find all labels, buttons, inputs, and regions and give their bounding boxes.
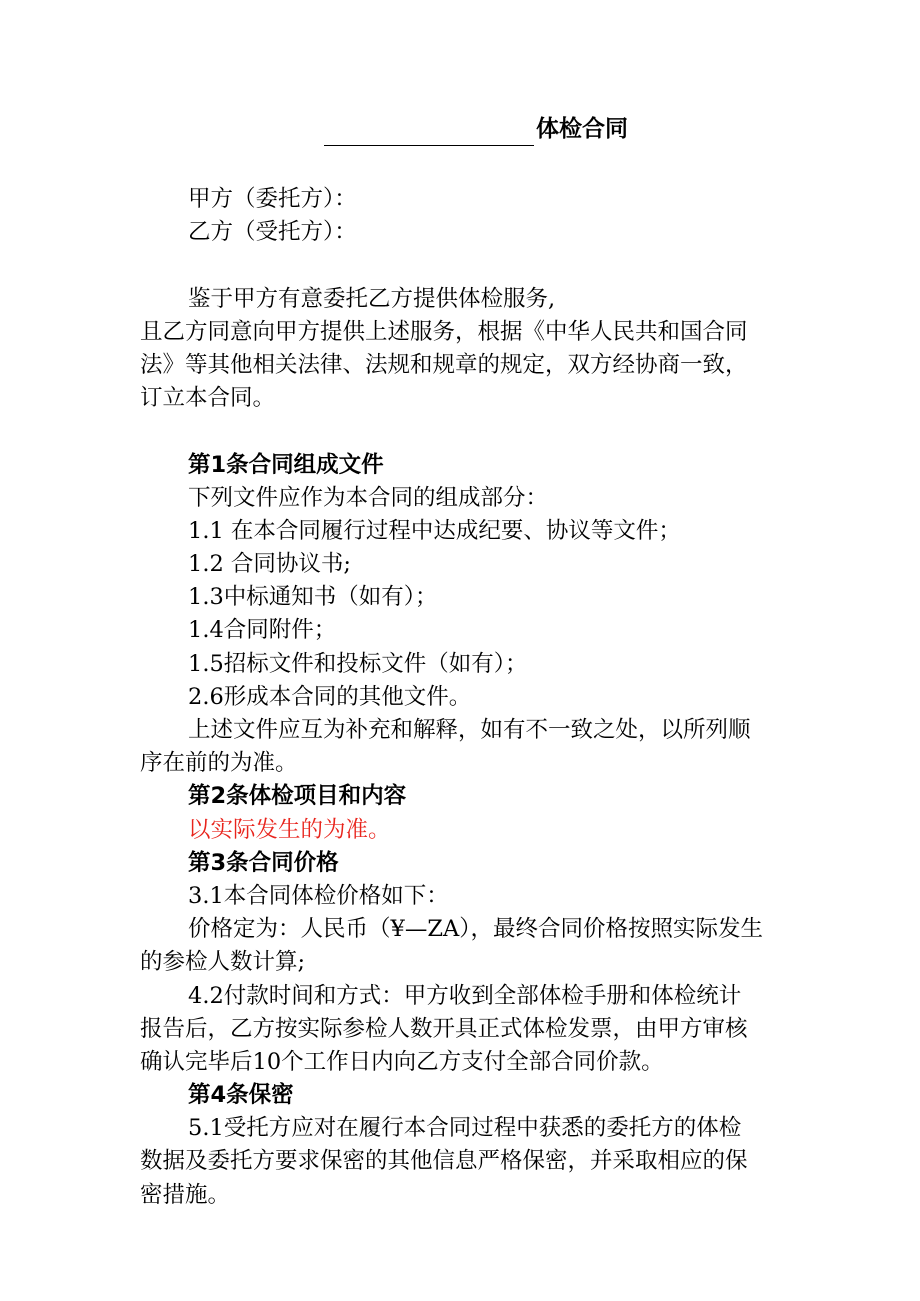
article1-note: 上述文件应互为补充和解释，如有不一致之处，以所列顺	[188, 717, 751, 743]
title-suffix: 体检合同	[536, 116, 628, 142]
article1-item: 1.5招标文件和投标文件（如有）；	[188, 650, 528, 677]
article2-heading: 第2条体检项目和内容	[188, 783, 407, 810]
preamble-line: 且乙方同意向甲方提供上述服务，根据《中华人民共和国合同	[140, 318, 748, 345]
spacer	[140, 415, 820, 448]
contract-body	[140, 183, 820, 1212]
article1-item: 1.3中标通知书（如有）；	[188, 584, 438, 611]
article3-item: 3.1本合同体检价格如下：	[188, 882, 449, 909]
spacer	[140, 249, 820, 282]
article1-item: 1.4合同附件；	[188, 617, 337, 644]
article3-payment: 4.2付款时间和方式：甲方收到全部体检手册和体检统计	[188, 982, 742, 1009]
article4-item: 密措施。	[140, 1181, 231, 1208]
article1-intro: 下列文件应作为本合同的组成部分：	[188, 484, 549, 511]
article1-item: 1.2 合同协议书;	[188, 551, 352, 578]
article3-price: 价格定为：人民币（¥—ZA），最终合同价格按照实际发生	[188, 916, 763, 943]
article3-payment: 报告后，乙方按实际参检人数开具正式体检发票，由甲方审核	[140, 1015, 748, 1042]
article3-price: 的参检人数计算;	[140, 949, 306, 976]
article4-heading: 第4条保密	[188, 1082, 294, 1109]
party-b-line: 乙方（受托方）：	[188, 219, 357, 246]
article1-note: 序在前的为准。	[140, 750, 298, 777]
contract-title	[324, 112, 628, 146]
preamble-line: 订立本合同。	[140, 385, 276, 412]
preamble-line: 鉴于甲方有意委托乙方提供体检服务,	[188, 285, 556, 312]
article1-item: 2.6形成本合同的其他文件。	[188, 683, 472, 710]
article1-item: 1.1 在本合同履行过程中达成纪要、协议等文件；	[188, 517, 681, 544]
article1-heading: 第1条合同组成文件	[188, 451, 384, 478]
article3-payment: 确认完毕后10个工作日内向乙方支付全部合同价款。	[140, 1048, 664, 1075]
article4-item: 5.1受托方应对在履行本合同过程中获悉的委托方的体检	[188, 1115, 742, 1142]
party-a-line: 甲方（委托方）：	[188, 186, 357, 212]
article2-content: 以实际发生的为准。	[188, 816, 391, 843]
article4-item: 数据及委托方要求保密的其他信息严格保密，并采取相应的保	[140, 1148, 748, 1175]
preamble-line: 法》等其他相关法律、法规和规章的规定，双方经协商一致，	[140, 351, 748, 378]
title-blank-underline	[324, 121, 534, 146]
article3-heading: 第3条合同价格	[188, 849, 339, 876]
